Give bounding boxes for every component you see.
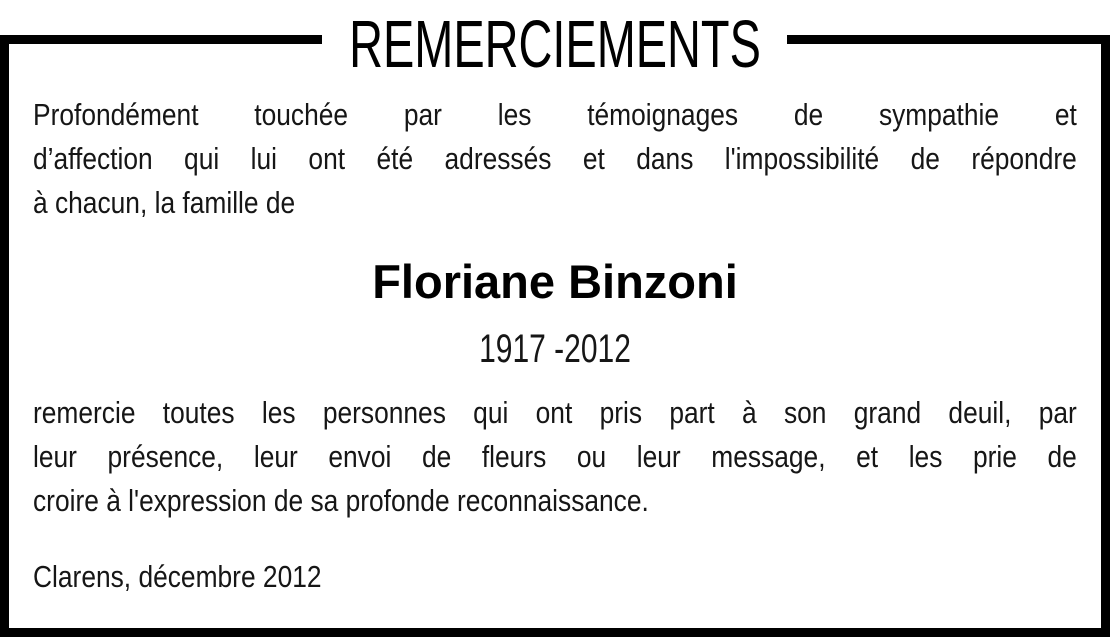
notice-title: REMERCIEMENTS <box>349 7 761 82</box>
paragraph-line: d’affection qui lui ont été adressés et dans l'impossibilité de répondre <box>33 141 1077 176</box>
paragraph-line: Profondément touchée par les témoignages de sympathie et <box>33 97 1077 132</box>
deceased-name: Floriane Binzoni <box>372 255 738 308</box>
paragraph-line: remercie toutes les personnes qui ont pris part à son grand deuil, par <box>33 395 1077 430</box>
place-and-date: Clarens, décembre 2012 <box>33 559 322 594</box>
life-years: 1917 -2012 <box>479 327 631 371</box>
paragraph-sympathy <box>33 93 1077 225</box>
paragraph-thanks <box>33 391 1077 523</box>
paragraph-line: croire à l'expression de sa profonde reconnaissance. <box>33 483 649 518</box>
paragraph-line: leur présence, leur envoi de fleurs ou leur message, et les prie de <box>33 439 1077 474</box>
paragraph-line: à chacun, la famille de <box>33 185 296 220</box>
